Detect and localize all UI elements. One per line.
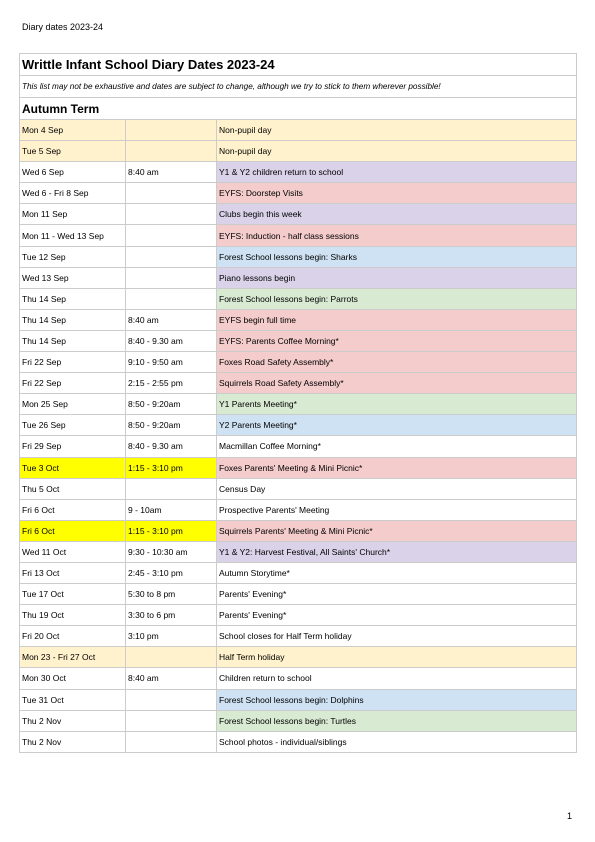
date-cell: Fri 6 Oct <box>20 520 126 541</box>
time-cell: 9:10 - 9:50 am <box>126 352 217 373</box>
time-cell: 3:30 to 6 pm <box>126 605 217 626</box>
event-cell: Squirrels Parents' Meeting & Mini Picnic* <box>217 520 577 541</box>
table-row <box>20 436 577 457</box>
time-cell <box>126 141 217 162</box>
time-cell <box>126 478 217 499</box>
page-header: Diary dates 2023-24 <box>22 22 104 32</box>
table-row <box>20 457 577 478</box>
event-cell: Prospective Parents' Meeting <box>217 499 577 520</box>
table-row <box>20 605 577 626</box>
page-number: 1 <box>566 811 572 821</box>
term-heading: Autumn Term <box>20 98 577 120</box>
table-row <box>20 162 577 183</box>
table-row <box>20 562 577 583</box>
date-cell: Mon 23 - Fri 27 Oct <box>20 647 126 668</box>
date-cell: Thu 5 Oct <box>20 478 126 499</box>
date-cell: Fri 13 Oct <box>20 562 126 583</box>
event-cell: EYFS: Induction - half class sessions <box>217 225 577 246</box>
time-cell: 1:15 - 3:10 pm <box>126 520 217 541</box>
date-cell: Tue 3 Oct <box>20 457 126 478</box>
date-cell: Wed 6 Sep <box>20 162 126 183</box>
event-cell: Y2 Parents Meeting* <box>217 415 577 436</box>
time-cell: 3:10 pm <box>126 626 217 647</box>
table-row <box>20 373 577 394</box>
date-cell: Wed 6 - Fri 8 Sep <box>20 183 126 204</box>
note-row <box>20 76 577 98</box>
date-cell: Mon 11 Sep <box>20 204 126 225</box>
time-cell: 5:30 to 8 pm <box>126 584 217 605</box>
event-cell: Forest School lessons begin: Sharks <box>217 246 577 267</box>
date-cell: Tue 12 Sep <box>20 246 126 267</box>
page-title: Writtle Infant School Diary Dates 2023-24 <box>20 54 577 76</box>
time-cell <box>126 183 217 204</box>
date-cell: Thu 19 Oct <box>20 605 126 626</box>
event-cell: Y1 Parents Meeting* <box>217 394 577 415</box>
date-cell: Wed 11 Oct <box>20 541 126 562</box>
time-cell <box>126 120 217 141</box>
time-cell <box>126 710 217 731</box>
table-row <box>20 541 577 562</box>
date-cell: Mon 11 - Wed 13 Sep <box>20 225 126 246</box>
time-cell <box>126 647 217 668</box>
date-cell: Thu 14 Sep <box>20 288 126 309</box>
table-row <box>20 499 577 520</box>
time-cell: 9 - 10am <box>126 499 217 520</box>
title-row <box>20 54 577 76</box>
event-cell: Piano lessons begin <box>217 267 577 288</box>
date-cell: Fri 22 Sep <box>20 373 126 394</box>
event-cell: Children return to school <box>217 668 577 689</box>
time-cell: 8:50 - 9:20am <box>126 415 217 436</box>
time-cell: 8:50 - 9:20am <box>126 394 217 415</box>
table-row <box>20 710 577 731</box>
table-row <box>20 352 577 373</box>
table-row <box>20 183 577 204</box>
date-cell: Fri 22 Sep <box>20 352 126 373</box>
event-cell: School closes for Half Term holiday <box>217 626 577 647</box>
event-cell: Forest School lessons begin: Dolphins <box>217 689 577 710</box>
event-cell: EYFS begin full time <box>217 309 577 330</box>
table-row <box>20 225 577 246</box>
time-cell: 8:40 am <box>126 162 217 183</box>
date-cell: Thu 14 Sep <box>20 309 126 330</box>
date-cell: Wed 13 Sep <box>20 267 126 288</box>
event-cell: Y1 & Y2: Harvest Festival, All Saints' Church* <box>217 541 577 562</box>
term-row <box>20 98 577 120</box>
event-cell: Macmillan Coffee Morning* <box>217 436 577 457</box>
event-cell: School photos - individual/siblings <box>217 731 577 752</box>
table-row <box>20 330 577 351</box>
time-cell: 2:15 - 2:55 pm <box>126 373 217 394</box>
table-row <box>20 584 577 605</box>
event-cell: Foxes Parents' Meeting & Mini Picnic* <box>217 457 577 478</box>
date-cell: Thu 2 Nov <box>20 731 126 752</box>
time-cell: 1:15 - 3:10 pm <box>126 457 217 478</box>
diary-table <box>19 53 577 753</box>
date-cell: Mon 4 Sep <box>20 120 126 141</box>
event-cell: Forest School lessons begin: Turtles <box>217 710 577 731</box>
date-cell: Tue 17 Oct <box>20 584 126 605</box>
date-cell: Fri 6 Oct <box>20 499 126 520</box>
time-cell: 8:40 am <box>126 668 217 689</box>
date-cell: Tue 31 Oct <box>20 689 126 710</box>
time-cell <box>126 204 217 225</box>
table-row <box>20 731 577 752</box>
table-row <box>20 520 577 541</box>
date-cell: Tue 5 Sep <box>20 141 126 162</box>
event-cell: Y1 & Y2 children return to school <box>217 162 577 183</box>
table-row <box>20 668 577 689</box>
event-cell: Forest School lessons begin: Parrots <box>217 288 577 309</box>
table-row <box>20 204 577 225</box>
event-cell: Clubs begin this week <box>217 204 577 225</box>
event-cell: EYFS: Parents Coffee Morning* <box>217 330 577 351</box>
time-cell <box>126 731 217 752</box>
time-cell: 8:40 - 9.30 am <box>126 436 217 457</box>
date-cell: Mon 30 Oct <box>20 668 126 689</box>
table-row <box>20 478 577 499</box>
date-cell: Tue 26 Sep <box>20 415 126 436</box>
event-cell: Parents' Evening* <box>217 605 577 626</box>
time-cell: 2:45 - 3:10 pm <box>126 562 217 583</box>
time-cell <box>126 689 217 710</box>
table-row <box>20 288 577 309</box>
time-cell: 8:40 - 9.30 am <box>126 330 217 351</box>
time-cell <box>126 246 217 267</box>
table-row <box>20 267 577 288</box>
table-row <box>20 120 577 141</box>
table-row <box>20 394 577 415</box>
date-cell: Thu 14 Sep <box>20 330 126 351</box>
table-row <box>20 689 577 710</box>
time-cell <box>126 267 217 288</box>
event-cell: Census Day <box>217 478 577 499</box>
event-cell: Autumn Storytime* <box>217 562 577 583</box>
table-row <box>20 309 577 330</box>
table-row <box>20 415 577 436</box>
event-cell: EYFS: Doorstep Visits <box>217 183 577 204</box>
date-cell: Fri 20 Oct <box>20 626 126 647</box>
time-cell <box>126 225 217 246</box>
date-cell: Thu 2 Nov <box>20 710 126 731</box>
date-cell: Mon 25 Sep <box>20 394 126 415</box>
time-cell: 8:40 am <box>126 309 217 330</box>
date-cell: Fri 29 Sep <box>20 436 126 457</box>
event-cell: Squirrels Road Safety Assembly* <box>217 373 577 394</box>
table-row <box>20 246 577 267</box>
event-cell: Non-pupil day <box>217 141 577 162</box>
event-cell: Non-pupil day <box>217 120 577 141</box>
event-cell: Half Term holiday <box>217 647 577 668</box>
table-row <box>20 141 577 162</box>
event-cell: Parents' Evening* <box>217 584 577 605</box>
table-row <box>20 626 577 647</box>
time-cell: 9:30 - 10:30 am <box>126 541 217 562</box>
disclaimer-note: This list may not be exhaustive and dates are subject to change, although we try to stick to them wherever possible! <box>20 76 577 98</box>
time-cell <box>126 288 217 309</box>
table-row <box>20 647 577 668</box>
event-cell: Foxes Road Safety Assembly* <box>217 352 577 373</box>
